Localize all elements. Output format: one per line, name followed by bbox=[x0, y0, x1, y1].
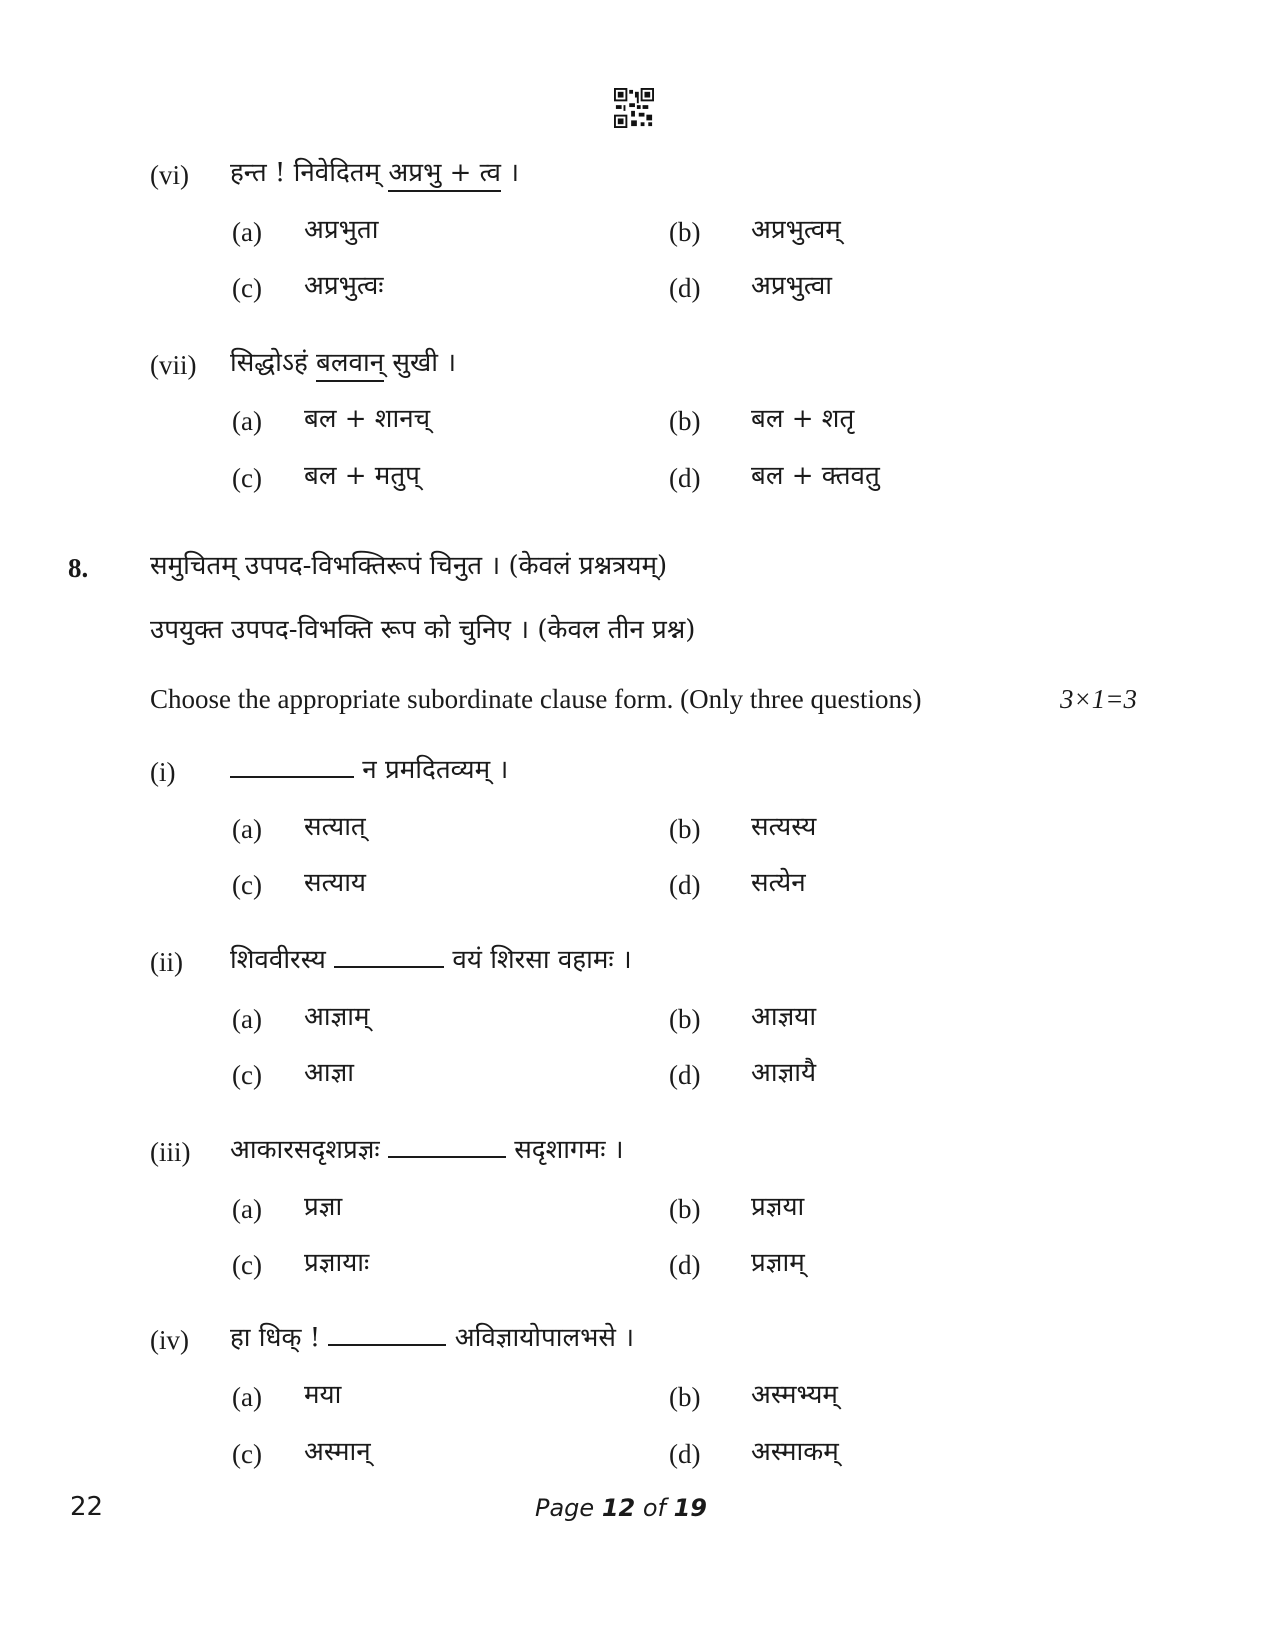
answer-blank bbox=[388, 1134, 506, 1158]
stem-text: सिद्धोऽहं bbox=[230, 348, 317, 378]
option-text[interactable]: आज्ञायै bbox=[751, 1058, 817, 1088]
answer-blank bbox=[230, 754, 354, 778]
option-label: (c) bbox=[232, 1250, 262, 1280]
option-label: (c) bbox=[232, 1439, 262, 1469]
stem-text: अविज्ञायोपालभसे । bbox=[446, 1323, 635, 1353]
instruction-english-text: Choose the appropriate subordinate clause form. (Only three questions) bbox=[150, 684, 922, 714]
question-stem bbox=[230, 943, 632, 977]
option-label: (b) bbox=[669, 406, 701, 436]
page-total: 19 bbox=[673, 1494, 708, 1522]
option-label: (b) bbox=[669, 1004, 701, 1034]
question-number: (vi) bbox=[150, 160, 189, 190]
option-text[interactable]: सत्यस्य bbox=[751, 812, 817, 842]
option-label: (d) bbox=[669, 1439, 701, 1469]
option-text[interactable]: आज्ञाम् bbox=[304, 1002, 370, 1032]
option-label: (d) bbox=[669, 1250, 701, 1280]
option-text[interactable]: अप्रभुत्वा bbox=[751, 271, 833, 301]
page-of: of bbox=[635, 1494, 674, 1522]
stem-text: न प्रमदितव्यम् । bbox=[354, 755, 509, 785]
question-stem bbox=[230, 1321, 634, 1355]
option-text[interactable]: बल + शतृ bbox=[751, 404, 855, 434]
option-label: (d) bbox=[669, 870, 701, 900]
option-text[interactable]: अस्माकम् bbox=[751, 1437, 839, 1467]
option-text[interactable]: अस्मान् bbox=[304, 1437, 371, 1467]
answer-blank bbox=[328, 1322, 446, 1346]
option-text[interactable]: बल + शानच् bbox=[304, 404, 431, 434]
option-label: (a) bbox=[232, 1194, 262, 1224]
question-number: (ii) bbox=[150, 947, 183, 977]
option-text[interactable]: बल + मतुप् bbox=[304, 461, 420, 491]
option-label: (b) bbox=[669, 814, 701, 844]
option-text[interactable]: आज्ञया bbox=[751, 1002, 817, 1032]
option-label: (c) bbox=[232, 463, 262, 493]
instruction-hindi: उपयुक्त उपपद-विभक्ति रूप को चुनिए । (केवल तीन प्रश्न) bbox=[150, 615, 696, 645]
question-stem bbox=[230, 346, 456, 380]
question-number: (iii) bbox=[150, 1137, 191, 1167]
page-prefix: Page bbox=[535, 1494, 602, 1522]
stem-text: वयं शिरसा वहामः । bbox=[444, 945, 632, 975]
stem-text: हन्त ! निवेदितम् bbox=[230, 158, 389, 188]
option-label: (d) bbox=[669, 273, 701, 303]
answer-blank bbox=[334, 944, 444, 968]
option-label: (a) bbox=[232, 1004, 262, 1034]
option-text[interactable]: अप्रभुत्वः bbox=[304, 271, 384, 301]
option-text[interactable]: प्रज्ञा bbox=[304, 1192, 343, 1222]
question-number: (i) bbox=[150, 757, 176, 787]
option-label: (d) bbox=[669, 1060, 701, 1090]
question-number: (iv) bbox=[150, 1325, 189, 1355]
option-label: (c) bbox=[232, 1060, 262, 1090]
question-number-main: 8. bbox=[68, 553, 89, 583]
stem-text: आकारसदृशप्रज्ञः bbox=[230, 1135, 388, 1165]
option-text[interactable]: सत्याय bbox=[304, 868, 367, 898]
qr-code-icon bbox=[614, 88, 654, 128]
option-label: (a) bbox=[232, 217, 262, 247]
underlined-term: अप्रभु + त्व bbox=[388, 158, 501, 192]
stem-text: हा धिक् ! bbox=[230, 1323, 329, 1353]
page-indicator bbox=[535, 1494, 707, 1522]
option-text[interactable]: मया bbox=[304, 1380, 342, 1410]
stem-text: सुखी । bbox=[384, 348, 457, 378]
instruction-english bbox=[150, 682, 922, 716]
marks-allocation: 3×1=3 bbox=[1060, 684, 1137, 714]
page-current: 12 bbox=[601, 1494, 636, 1522]
option-text[interactable]: आज्ञा bbox=[304, 1058, 354, 1088]
option-text[interactable]: अप्रभुता bbox=[304, 215, 379, 245]
option-label: (c) bbox=[232, 273, 262, 303]
option-label: (a) bbox=[232, 1382, 262, 1412]
instruction-sanskrit: समुचितम् उपपद-विभक्तिरूपं चिनुत । (केवलं प्रश्नत्रयम्) bbox=[150, 551, 668, 581]
paper-code: 22 bbox=[70, 1492, 104, 1522]
option-text[interactable]: प्रज्ञायाः bbox=[304, 1248, 370, 1278]
option-text[interactable]: सत्येन bbox=[751, 868, 806, 898]
option-label: (c) bbox=[232, 870, 262, 900]
option-text[interactable]: प्रज्ञया bbox=[751, 1192, 805, 1222]
option-label: (a) bbox=[232, 814, 262, 844]
option-text[interactable]: प्रज्ञाम् bbox=[751, 1248, 805, 1278]
underlined-term: बलवान् bbox=[316, 348, 384, 382]
option-text[interactable]: अप्रभुत्वम् bbox=[751, 215, 841, 245]
stem-text: शिववीरस्य bbox=[230, 945, 335, 975]
option-text[interactable]: बल + क्तवतु bbox=[751, 461, 880, 491]
option-text[interactable]: अस्मभ्यम् bbox=[751, 1380, 838, 1410]
question-stem bbox=[230, 156, 519, 190]
stem-text: सदृशागमः । bbox=[505, 1135, 624, 1165]
option-text[interactable]: सत्यात् bbox=[304, 812, 366, 842]
option-label: (a) bbox=[232, 406, 262, 436]
option-label: (d) bbox=[669, 463, 701, 493]
option-label: (b) bbox=[669, 217, 701, 247]
option-label: (b) bbox=[669, 1194, 701, 1224]
question-stem bbox=[230, 1133, 624, 1167]
question-number: (vii) bbox=[150, 350, 197, 380]
question-stem bbox=[230, 753, 508, 787]
stem-text: । bbox=[501, 158, 520, 188]
option-label: (b) bbox=[669, 1382, 701, 1412]
